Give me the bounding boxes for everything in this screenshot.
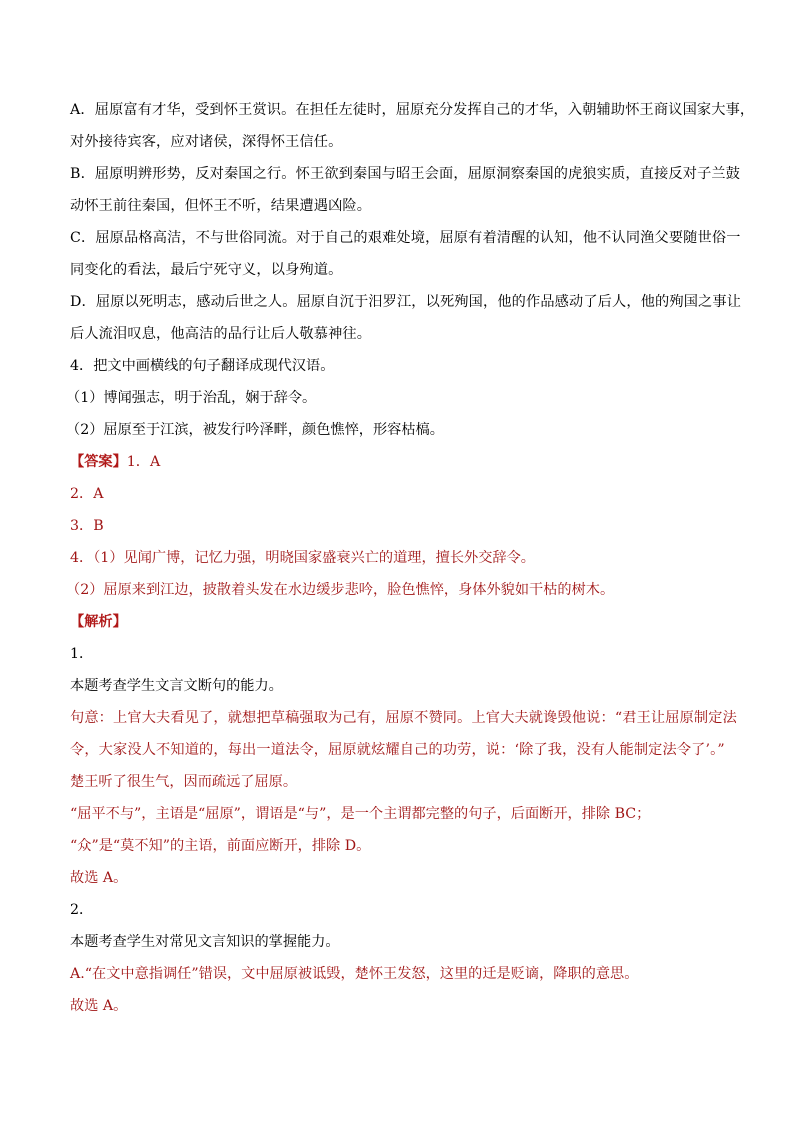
analysis-number-2: 2． (70, 902, 94, 918)
option-c-line-2: 同变化的看法，最后宁死守义，以身殉道。 (70, 262, 343, 278)
question-4-stem: 4．把文中画横线的句子翻译成现代汉语。 (70, 358, 335, 374)
option-c-line-1: C．屈原品格高洁，不与世俗同流。对于自己的艰难处境，屈原有着清醒的认知，他不认同渔父要随世俗一 (70, 230, 741, 246)
analysis-2-reason: A.“在文中意指调任”错误，文中屈原被诋毁，楚怀王发怒，这里的迁是贬谪，降职的意思。 (70, 966, 639, 982)
question-4-item-2: （2）屈原至于江滨，被发行吟泽畔，颜色憔悴，形容枯槁。 (66, 422, 444, 438)
analysis-1-conclusion: 故选 A。 (70, 870, 128, 886)
answer-4-2: （2）屈原来到江边，披散着头发在水边缓步悲吟，脸色憔悴，身体外貌如干枯的树木。 (66, 582, 615, 598)
answer-3: 3．B (70, 518, 104, 534)
option-d-line-1: D．屈原以死明志，感动后世之人。屈原自沉于汨罗江，以死殉国，他的作品感动了后人，他的殉国之事让 (70, 294, 742, 310)
answer-label: 【答案】 (70, 454, 127, 470)
analysis-label: 【解析】 (70, 614, 127, 630)
analysis-1-intro: 本题考查学生文言文断句的能力。 (70, 678, 283, 694)
analysis-1-meaning-1: 句意：上官大夫看见了，就想把草稿强取为己有，屈原不赞同。上官大夫就谗毁他说：“君王让屈原制定法 (70, 710, 737, 726)
analysis-1-reason-1: “屈平不与”，主语是“屈原”，谓语是“与”，是一个主谓都完整的句子，后面断开，排除 BC； (70, 806, 651, 822)
question-4-item-1: （1）博闻强志，明于治乱，娴于辞令。 (66, 390, 317, 406)
answer-1: 1．A (126, 454, 161, 470)
answer-line-1 (70, 452, 160, 472)
answer-2: 2．A (70, 486, 104, 502)
option-d-line-2: 后人流泪叹息，他高洁的品行让后人敬慕神往。 (70, 326, 372, 342)
analysis-1-reason-2: “众”是“莫不知”的主语，前面应断开，排除 D。 (70, 838, 371, 854)
analysis-number-1: 1． (70, 646, 94, 662)
option-b-line-1: B．屈原明辨形势，反对秦国之行。怀王欲到秦国与昭王会面，屈原洞察秦国的虎狼实质，直接反对子兰鼓 (70, 166, 741, 182)
answer-4-1: 4．（1）见闻广博，记忆力强，明晓国家盛衰兴亡的道理，擅长外交辞令。 (70, 550, 535, 566)
option-a-line-1: A．屈原富有才华，受到怀王赏识。在担任左徒时，屈原充分发挥自己的才华，入朝辅助怀王商议国家大事， (70, 102, 755, 118)
analysis-1-meaning-2: 令，大家没人不知道的，每出一道法令，屈原就炫耀自己的功劳，说：‘除了我，没有人能制定法令了’。” (70, 742, 725, 758)
analysis-1-meaning-3: 楚王听了很生气，因而疏远了屈原。 (70, 774, 298, 790)
analysis-2-intro: 本题考查学生对常见文言知识的掌握能力。 (70, 934, 340, 950)
option-b-line-2: 动怀王前往秦国，但怀王不听，结果遭遇凶险。 (70, 198, 372, 214)
option-a-line-2: 对外接待宾客，应对诸侯，深得怀王信任。 (70, 134, 343, 150)
analysis-2-conclusion: 故选 A。 (70, 998, 128, 1014)
